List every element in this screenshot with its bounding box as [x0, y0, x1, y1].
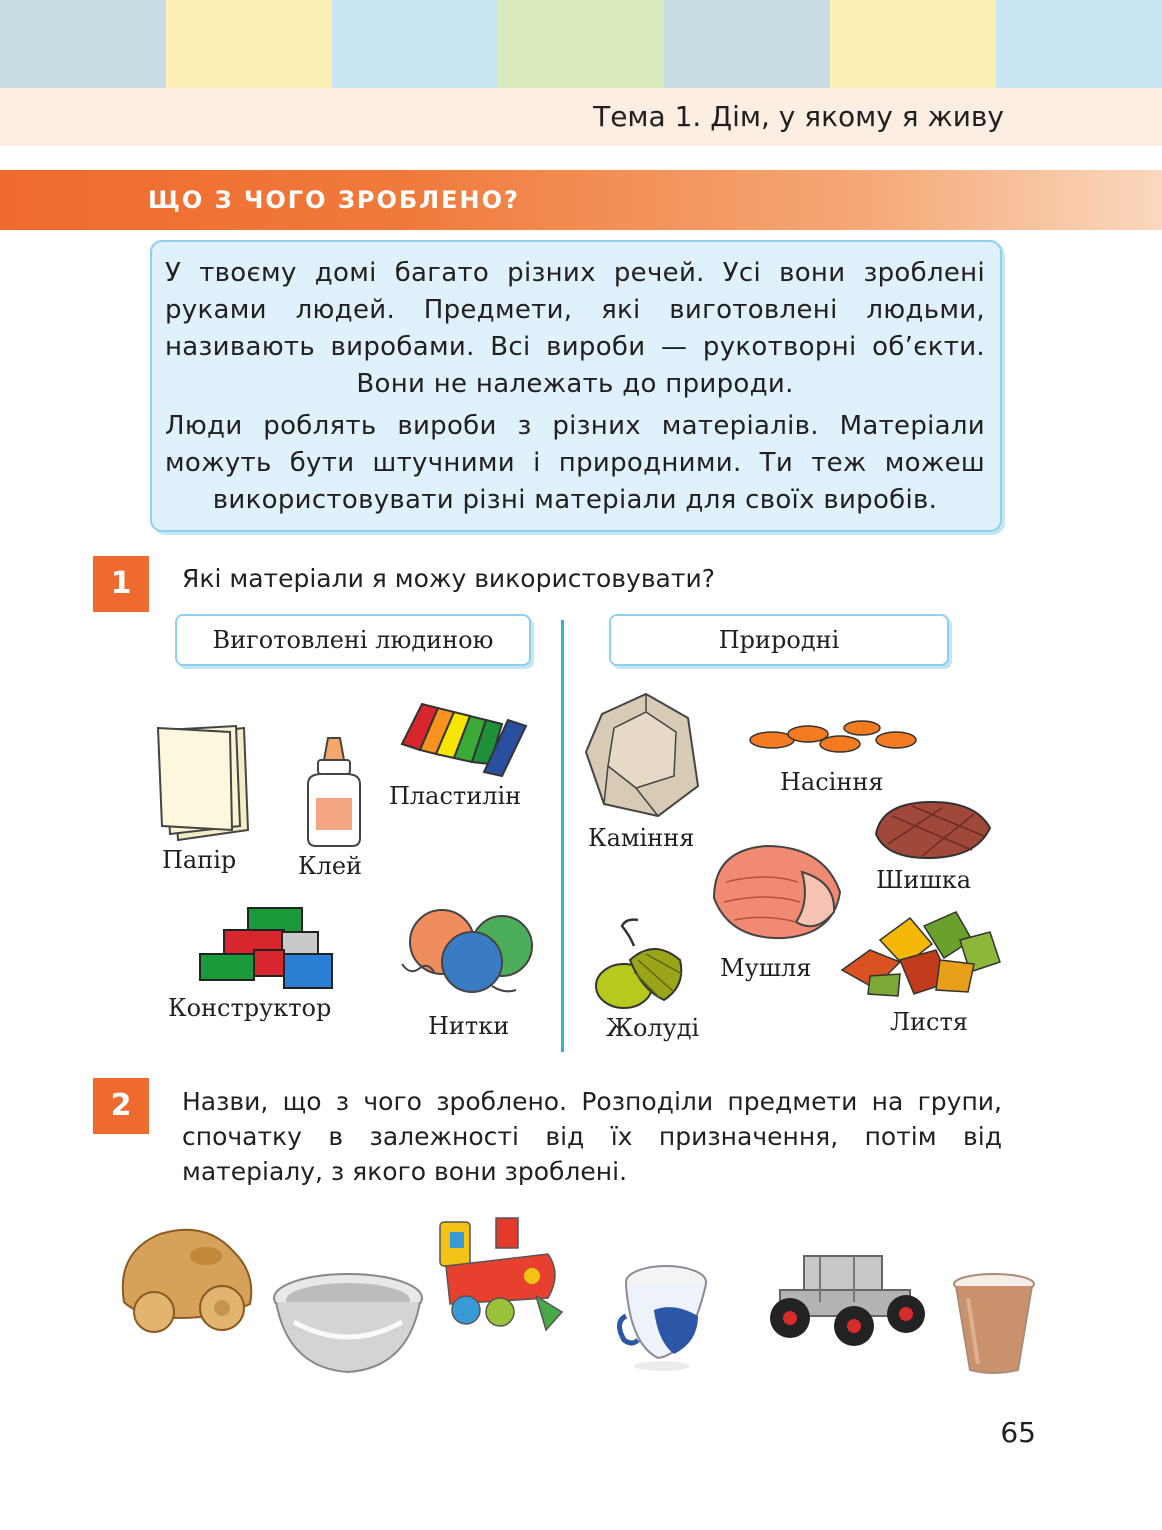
- label-seeds: Насіння: [780, 768, 884, 796]
- stripe: [830, 0, 996, 88]
- acorn-icon: [594, 916, 686, 1010]
- stripe: [498, 0, 664, 88]
- plasticine-icon: [402, 700, 530, 776]
- label-glue: Клей: [298, 852, 363, 880]
- page-number: 65: [1000, 1416, 1036, 1449]
- seashell-icon: [706, 842, 846, 942]
- label-plasticine: Пластилін: [389, 782, 522, 810]
- paper-icon: [158, 726, 250, 842]
- leaves-icon: [840, 910, 1002, 996]
- yarn-icon: [398, 906, 536, 996]
- metal-construction-car-icon: [764, 1246, 928, 1346]
- label-paper: Папір: [162, 846, 237, 874]
- label-acorns: Жолуді: [606, 1014, 700, 1042]
- glue-icon: [302, 738, 366, 848]
- task-1-question: Які матеріали я можу використовувати?: [182, 564, 715, 593]
- man-made-heading: Виготовлені людиною: [175, 614, 531, 666]
- stone-icon: [584, 692, 702, 818]
- label-construction-set: Конструктор: [168, 994, 332, 1022]
- column-divider: [561, 620, 564, 1052]
- section-title: ЩО З ЧОГО ЗРОБЛЕНО?: [148, 186, 520, 214]
- stripe: [0, 0, 166, 88]
- toy-train-icon: [436, 1214, 566, 1334]
- info-paragraph-2: Люди роблять вироби з різних матеріалів. Матеріали можуть бути штучними і природними. Ти теж можеш використовувати різні матеріали для своїх виробів.: [165, 411, 985, 515]
- task-1-number: 1: [93, 556, 149, 612]
- stripe: [996, 0, 1162, 88]
- label-stones: Каміння: [588, 824, 695, 852]
- stripe: [166, 0, 332, 88]
- stripe: [332, 0, 498, 88]
- stripe: [664, 0, 830, 88]
- pine-cone-icon: [872, 800, 994, 860]
- construction-set-icon: [198, 906, 336, 992]
- task-2-text: Назви, що з чого зроблено. Розподіли предмети на групи, спочатку в залежності від їх призначення, потім від матеріалу, з якого вони зроблені.: [182, 1087, 1002, 1186]
- topic-heading: Тема 1. Дім, у якому я живу: [593, 100, 1004, 133]
- wooden-toy-car-icon: [110, 1222, 260, 1334]
- plastic-cup-icon: [952, 1272, 1036, 1376]
- natural-heading: Природні: [609, 614, 949, 666]
- porcelain-cup-icon: [614, 1262, 710, 1372]
- seeds-icon: [750, 716, 918, 756]
- task-2-number: 2: [93, 1078, 149, 1134]
- label-pine-cone: Шишка: [876, 866, 972, 894]
- metal-bowl-icon: [272, 1272, 424, 1378]
- label-threads: Нитки: [428, 1012, 510, 1040]
- label-leaves: Листя: [890, 1008, 968, 1036]
- header-stripes: [0, 0, 1162, 88]
- info-paragraph-1: У твоєму домі багато різних речей. Усі вони зроблені руками людей. Предмети, які виготовлені людьми, називають виробами. Всі вироби — рукотворні об’єкти. Вони не належать до природи.: [165, 258, 985, 399]
- label-seashell: Мушля: [720, 954, 812, 982]
